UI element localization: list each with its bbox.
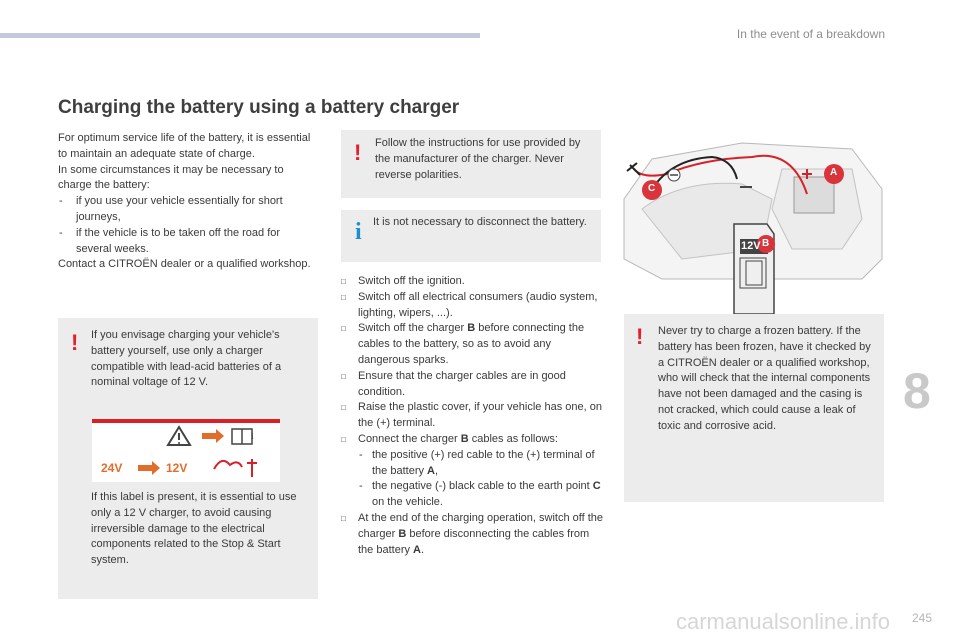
step-text: , <box>435 464 439 477</box>
step-text: the negative (-) black cable to the earth point <box>372 480 593 493</box>
step-text: before disconnecting the cables from the battery <box>358 527 590 556</box>
step-text: the positive (+) red cable to the (+) terminal of the battery <box>372 448 595 477</box>
chapter-number: 8 <box>903 363 931 419</box>
step-emphasis: A <box>413 543 421 556</box>
battery-shape <box>794 177 834 213</box>
section-title: In the event of a breakdown <box>736 27 885 41</box>
step-text: cables as follows: <box>468 432 558 445</box>
step-item <box>341 290 603 322</box>
steps-list <box>341 274 603 558</box>
step-item <box>341 369 603 401</box>
label-c-text: C <box>648 183 656 194</box>
info-icon: i <box>355 219 362 245</box>
intro-list-item: - if you use your vehicle essentially for short journeys, <box>58 194 316 226</box>
intro-text <box>58 131 316 273</box>
charger-voltage-text: 12V <box>741 240 761 252</box>
warning-text: Follow the instructions for use provided by the manufacturer of the charger. Never reverse polarities. <box>375 137 581 181</box>
warning-box-instructions <box>341 130 601 198</box>
warning-text: Never try to charge a frozen battery. If the battery has been frozen, have it checked by a CITROËN dealer or a qualified workshop, who will check that the internal components have not been damaged and the casing is not cracked, which could cause a leak of toxic and corrosive acid. <box>658 325 871 432</box>
intro-list-item: - if the vehicle is to be taken off the road for several weeks. <box>58 226 316 258</box>
step-text: Ensure that the charger cables are in good condition. <box>358 369 566 398</box>
warning-icon: ! <box>354 140 362 165</box>
label-b-text: B <box>762 238 770 249</box>
step-text: Switch off the ignition. <box>358 275 465 287</box>
step-text: Switch off the charger <box>358 322 468 335</box>
voltage-warning-label <box>92 419 280 482</box>
voltage-12v-text: 12V <box>166 461 188 475</box>
step-emphasis: A <box>427 464 435 477</box>
step-item <box>341 400 603 432</box>
warning-icon: ! <box>71 330 79 355</box>
page-title: Charging the battery using a battery charger <box>58 97 460 118</box>
step-text: before connecting the cables to the battery, so as to avoid any dangerous sparks. <box>358 322 585 366</box>
warning-box-lead-acid <box>58 318 318 599</box>
step-item <box>341 274 603 290</box>
warning-icon: ! <box>636 324 644 349</box>
step-emphasis: C <box>592 480 601 493</box>
label-note-text: If this label is present, it is essential to use only a 12 V charger, to avoid causing irreversible damage to the electrical components related to the Stop & Start system. <box>91 491 297 567</box>
label-a-text: A <box>830 167 838 178</box>
watermark-text: carmanualsonline.info <box>676 609 891 634</box>
page-number: 245 <box>912 611 933 625</box>
warning-box-frozen <box>624 314 884 502</box>
svg-text:i: i <box>251 431 254 441</box>
substep-item <box>341 448 603 480</box>
info-text: It is not necessary to disconnect the battery. <box>373 216 587 228</box>
step-text: Connect the charger <box>358 432 461 445</box>
substep-item <box>341 479 603 511</box>
step-text: on the vehicle. <box>372 496 443 509</box>
step-item <box>341 321 603 368</box>
step-text: At the end of the charging operation, switch off the charger <box>358 511 604 540</box>
header-bar <box>0 33 480 38</box>
step-emphasis: B <box>467 322 476 335</box>
step-emphasis: B <box>398 527 407 540</box>
step-emphasis: B <box>460 432 469 445</box>
battery-charging-diagram <box>622 139 884 337</box>
intro-paragraph: In some circumstances it may be necessary to charge the battery: <box>58 163 284 192</box>
step-text: . <box>421 543 425 556</box>
step-text: Raise the plastic cover, if your vehicle has one, on the (+) terminal. <box>358 401 602 430</box>
intro-paragraph: For optimum service life of the battery, it is essential to maintain an adequate state of charge. <box>58 132 311 160</box>
step-item <box>341 511 603 558</box>
engine-bay-illustration <box>622 139 884 337</box>
warning-text: If you envisage charging your vehicle's battery yourself, use only a charger compatible with lead-acid batteries of a nominal voltage of 12 V. <box>91 329 282 389</box>
info-box-disconnect <box>341 210 601 262</box>
step-text: Switch off all electrical consumers (audio system, lighting, wipers, ...). <box>358 290 598 319</box>
voltage-24v-text: 24V <box>101 461 123 475</box>
intro-paragraph: Contact a CITROËN dealer or a qualified workshop. <box>58 258 311 271</box>
step-item <box>341 432 603 448</box>
